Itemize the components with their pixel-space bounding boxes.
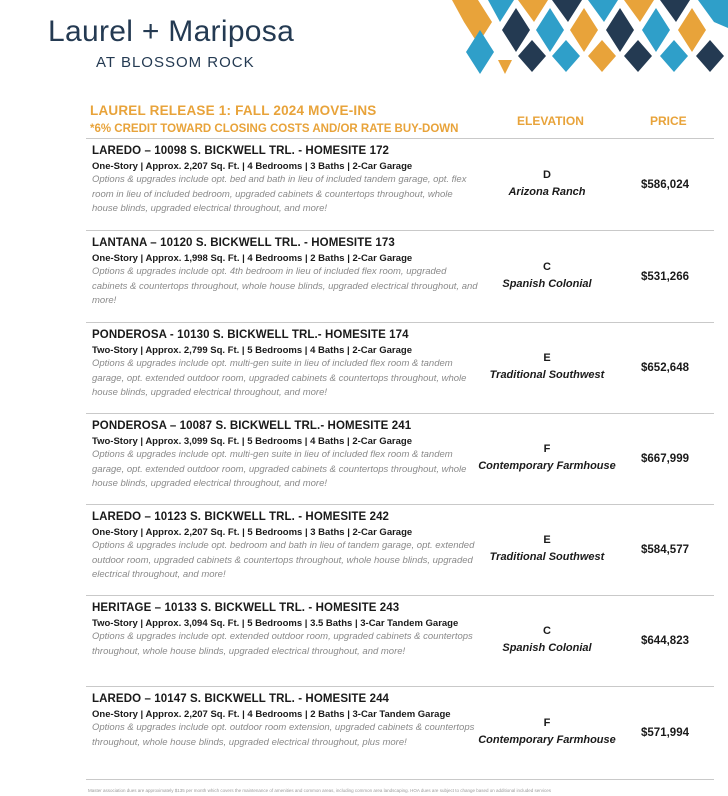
listing-row: [86, 686, 714, 779]
listing-description: Options & upgrades include opt. extended outdoor room, upgraded cabinets & countertops throughout, whole house blinds, upgraded electrical throughout, and more!: [92, 631, 473, 657]
listing-elevation: [472, 414, 622, 504]
elevation-letter: F: [543, 443, 551, 455]
elevation-letter: C: [543, 625, 551, 637]
listing-price: $531,266: [641, 270, 689, 283]
listing-specs: Two-Story | Approx. 3,099 Sq. Ft. | 5 Bedrooms | 4 Baths | 2-Car Garage: [92, 436, 412, 447]
listing-description: Options & upgrades include opt. bed and bath in lieu of included tandem garage, opt. flex room in lieu of included bedroom, upgraded cabinets & countertops throughout, whole house blinds, upgraded electrical throughout, and more!: [92, 174, 467, 214]
listing-price: $586,024: [641, 178, 689, 191]
listing-price: $644,823: [641, 635, 689, 647]
pattern-shapes: [452, 0, 728, 74]
listing-title: LANTANA – 10120 S. BICKWELL TRL. - HOMESITE 173: [92, 237, 395, 249]
listing-price: $652,648: [641, 362, 689, 374]
listing-description: Options & upgrades include opt. outdoor room extension, upgraded cabinets & countertops throughout, whole house blinds, upgraded electrical throughout, plus more!: [92, 722, 475, 748]
listing-price: $571,994: [641, 727, 689, 739]
listing-title: LAREDO – 10123 S. BICKWELL TRL. - HOMESITE 242: [92, 511, 390, 523]
listing-description: Options & upgrades include opt. bedroom and bath in lieu of tandem garage, opt. extended outdoor room, upgraded cabinets & countertops throughout, whole house blinds, upgraded electrical throughout, and more!: [92, 540, 475, 580]
listing-row: [86, 595, 714, 686]
listing-elevation: [472, 687, 622, 779]
listing-row: [86, 138, 714, 230]
footnote: Master association dues are approximately $135 per month which covers the maintenance of amenities and common areas, including common area landscaping. HOA dues are subject to change based on additional included services: [88, 788, 552, 793]
release-subtitle: *6% CREDIT TOWARD CLOSING COSTS AND/OR RATE BUY-DOWN: [90, 123, 459, 135]
geometric-pattern-logo: [452, 0, 728, 80]
listing-specs: One-Story | Approx. 2,207 Sq. Ft. | 4 Bedrooms | 2 Baths | 3-Car Tandem Garage: [92, 709, 451, 720]
release-title: LAUREL RELEASE 1: FALL 2024 MOVE-INS: [90, 103, 377, 118]
listing-row: [86, 413, 714, 504]
elevation-letter: C: [543, 260, 551, 273]
listing-row: [86, 230, 714, 322]
listings-table: [86, 138, 714, 779]
listing-price: $584,577: [641, 544, 689, 556]
listing-specs: One-Story | Approx. 2,207 Sq. Ft. | 5 Bedrooms | 3 Baths | 2-Car Garage: [92, 527, 413, 538]
listing-title: HERITAGE – 10133 S. BICKWELL TRL. - HOMESITE 243: [92, 602, 400, 614]
price-column-header: PRICE: [650, 114, 687, 128]
elevation-style: Traditional Southwest: [489, 369, 605, 381]
listing-title: LAREDO – 10147 S. BICKWELL TRL. - HOMESITE 244: [92, 693, 390, 705]
listing-description: Options & upgrades include opt. multi-gen suite in lieu of included flex room & tandem garage, opt. extended outdoor room, upgraded cabinets & countertops throughout, whole house blinds, upgraded electrical throughout, and more!: [92, 449, 467, 489]
listing-specs: One-Story | Approx. 2,207 Sq. Ft. | 4 Bedrooms | 3 Baths | 2-Car Garage: [92, 161, 413, 172]
listing-price: $667,999: [641, 453, 689, 465]
listing-title: LAREDO – 10098 S. BICKWELL TRL. - HOMESITE 172: [92, 145, 390, 157]
bottom-divider: [86, 779, 714, 780]
elevation-style: Spanish Colonial: [502, 277, 592, 290]
listing-title: PONDEROSA – 10087 S. BICKWELL TRL.- HOMESITE 241: [92, 420, 412, 432]
elevation-letter: F: [543, 717, 551, 729]
brand-logo: [48, 14, 294, 71]
listing-elevation: [472, 596, 622, 686]
elevation-style: Spanish Colonial: [502, 642, 592, 654]
listing-row: [86, 322, 714, 413]
listing-specs: Two-Story | Approx. 3,094 Sq. Ft. | 5 Bedrooms | 3.5 Baths | 3-Car Tandem Garage: [92, 618, 459, 629]
brand-subtitle: AT BLOSSOM ROCK: [96, 54, 255, 71]
listing-title: PONDEROSA - 10130 S. BICKWELL TRL.- HOMESITE 174: [92, 329, 409, 341]
brand-name: Laurel + Mariposa: [48, 15, 295, 48]
listing-row: [86, 504, 714, 595]
listing-description: Options & upgrades include opt. 4th bedroom in lieu of included flex room, upgraded cabinets & countertops throughout, whole house blinds, upgraded electrical throughout, and more!: [92, 266, 478, 306]
release-headline: [90, 103, 458, 135]
elevation-column-header: ELEVATION: [517, 114, 584, 128]
elevation-style: Contemporary Farmhouse: [478, 734, 616, 746]
listing-elevation: [472, 139, 622, 230]
listing-description: Options & upgrades include opt. multi-gen suite in lieu of included flex room & tandem garage, opt. extended outdoor room, upgraded cabinets & countertops throughout, whole house blinds, upgraded electrical throughout, and more!: [92, 358, 467, 398]
listing-specs: One-Story | Approx. 1,998 Sq. Ft. | 4 Bedrooms | 2 Baths | 2-Car Garage: [92, 253, 413, 264]
elevation-letter: E: [543, 352, 551, 364]
listing-specs: Two-Story | Approx. 2,799 Sq. Ft. | 5 Bedrooms | 4 Baths | 2-Car Garage: [92, 345, 412, 356]
elevation-style: Contemporary Farmhouse: [478, 460, 616, 472]
listing-elevation: [472, 323, 622, 413]
elevation-style: Arizona Ranch: [508, 185, 586, 198]
listing-elevation: [472, 505, 622, 595]
elevation-letter: D: [543, 168, 551, 181]
elevation-letter: E: [543, 534, 551, 546]
listing-elevation: [472, 231, 622, 322]
elevation-style: Traditional Southwest: [489, 551, 605, 563]
